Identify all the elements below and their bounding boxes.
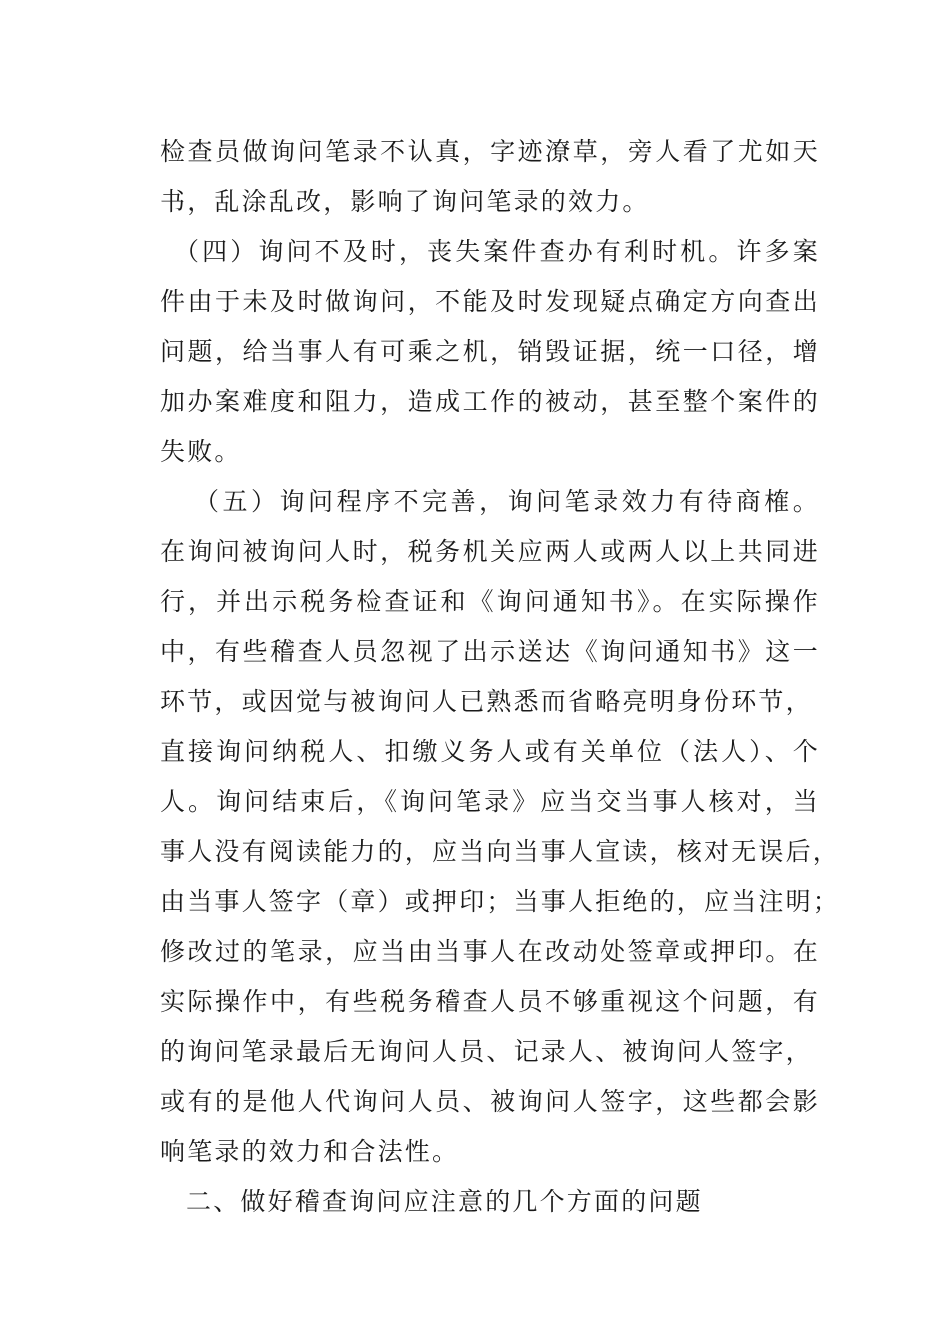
text-line: 直接询问纳税人、扣缴义务人或有关单位（法人）、个 <box>160 737 820 766</box>
text-line: 事人没有阅读能力的，应当向当事人宣读，核对无误后， <box>160 837 841 866</box>
text-line: 在询问被询问人时，税务机关应两人或两人以上共同进 <box>160 537 820 566</box>
section-heading: 二、做好稽查询问应注意的几个方面的问题 <box>186 1187 703 1216</box>
text-line: 或有的是他人代询问人员、被询问人签字，这些都会影 <box>160 1087 820 1116</box>
text-line: 行，并出示税务检查证和《询问通知书》。在实际操作 <box>160 587 820 616</box>
text-line: 加办案难度和阻力，造成工作的被动，甚至整个案件的 <box>160 387 820 416</box>
text-line: 实际操作中，有些税务稽查人员不够重视这个问题，有 <box>160 987 820 1016</box>
text-line: 人。询问结束后，《询问笔录》应当交当事人核对，当 <box>160 787 820 816</box>
text-line: 书，乱涂乱改，影响了询问笔录的效力。 <box>160 187 650 216</box>
text-line: 检查员做询问笔录不认真，字迹潦草，旁人看了尤如天 <box>160 137 820 166</box>
text-line: 失败。 <box>160 437 242 466</box>
text-line: 环节，或因觉与被询问人已熟悉而省略亮明身份环节， <box>160 687 813 716</box>
text-line: （五）询问程序不完善，询问笔录效力有待商榷。 <box>194 487 820 516</box>
text-line: 修改过的笔录，应当由当事人在改动处签章或押印。在 <box>160 937 820 966</box>
text-line: （四）询问不及时，丧失案件查办有利时机。许多案 <box>174 237 820 266</box>
text-line: 的询问笔录最后无询问人员、记录人、被询问人签字， <box>160 1037 813 1066</box>
text-line: 由当事人签字（章）或押印；当事人拒绝的，应当注明； <box>160 887 841 916</box>
text-line: 响笔录的效力和合法性。 <box>160 1137 460 1166</box>
text-line: 中，有些稽查人员忽视了出示送达《询问通知书》这一 <box>160 637 820 666</box>
text-line: 件由于未及时做询问，不能及时发现疑点确定方向查出 <box>160 287 820 316</box>
text-line: 问题，给当事人有可乘之机，销毁证据，统一口径，增 <box>160 337 820 366</box>
